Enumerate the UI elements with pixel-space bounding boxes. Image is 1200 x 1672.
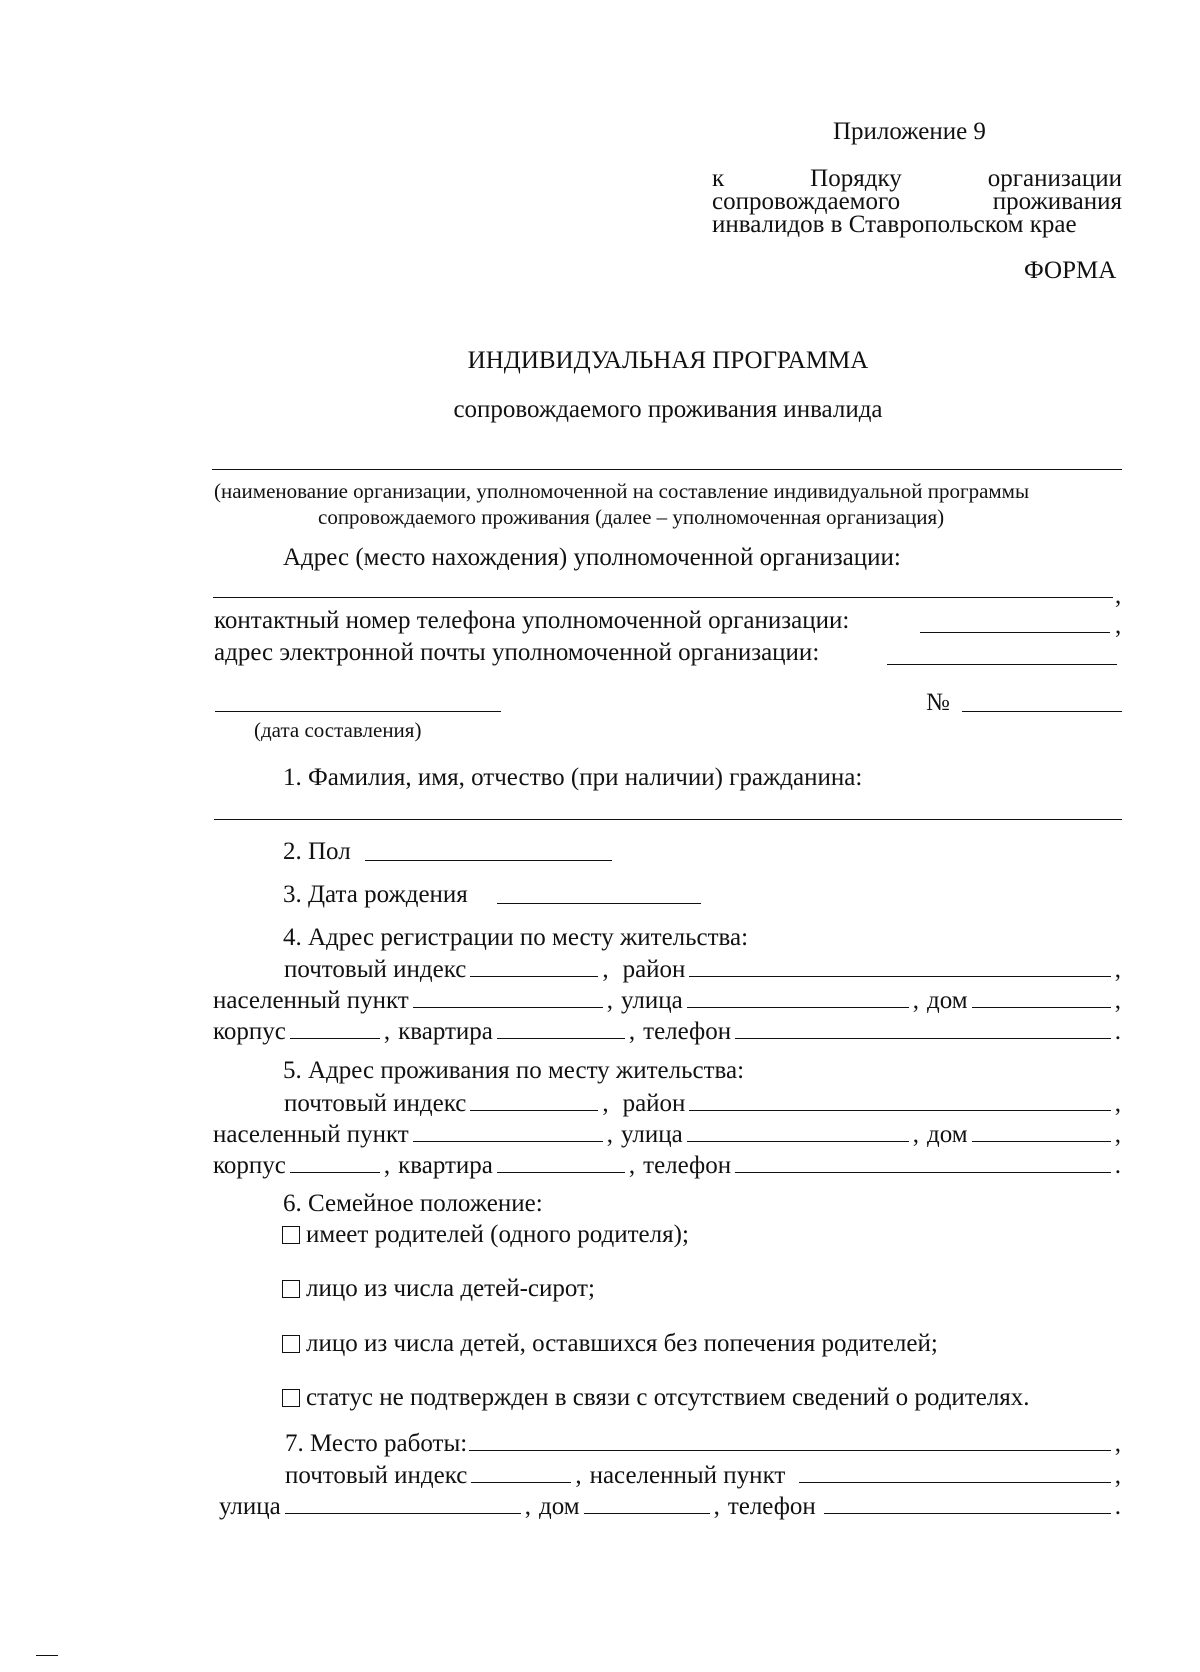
sex-label: 2. Пол [283, 838, 351, 865]
family-option[interactable] [282, 1276, 595, 1301]
comma: , [383, 1018, 391, 1045]
phone-label: телефон [643, 1018, 732, 1045]
comma: , [575, 1462, 582, 1489]
org-phone-label: контактный номер телефона уполномоченной организации: [214, 607, 850, 634]
period: . [1114, 1152, 1121, 1179]
checkbox-icon[interactable] [282, 1226, 300, 1244]
comma: , [524, 1493, 531, 1520]
locality-field[interactable] [413, 987, 603, 1008]
reg-row1 [213, 956, 1121, 982]
phone-field[interactable] [735, 1152, 1111, 1173]
period: . [1114, 1493, 1121, 1520]
period: . [1114, 1018, 1121, 1045]
page-title: ИНДИВИДУАЛЬНАЯ ПРОГРАММА [467, 347, 869, 374]
org-address-label: Адрес (место нахождения) уполномоченной организации: [283, 544, 901, 571]
district-field[interactable] [689, 956, 1110, 977]
fio-label: 1. Фамилия, имя, отчество (при наличии) гражданина: [283, 764, 863, 791]
building-field[interactable] [290, 1152, 380, 1173]
district-label: район [622, 1090, 686, 1117]
comma: , [606, 1121, 613, 1148]
comma: , [1114, 1430, 1121, 1457]
birth-line[interactable] [497, 903, 701, 904]
street-field[interactable] [687, 1121, 909, 1142]
comma: , [1114, 1462, 1121, 1489]
comma: , [383, 1152, 391, 1179]
locality-label: населенный пункт [589, 1462, 786, 1489]
ref-word: к [712, 165, 725, 192]
locality-label: населенный пункт [213, 1121, 409, 1148]
family-option[interactable] [282, 1222, 689, 1247]
phone-label: телефон [643, 1152, 732, 1179]
comma: , [1114, 956, 1121, 983]
org-caption-line1: (наименование организации, уполномоченной на составление индивидуальной программы [214, 479, 1030, 503]
street-label: улица [620, 987, 683, 1014]
org-email-label: адрес электронной почты уполномоченной организации: [214, 639, 820, 666]
live-row1 [213, 1090, 1121, 1116]
comma: , [912, 1121, 919, 1148]
comma: , [602, 1090, 609, 1117]
work-label: 7. Место работы: [285, 1430, 468, 1457]
house-field[interactable] [584, 1493, 710, 1514]
comma: , [1115, 582, 1122, 609]
locality-field[interactable] [799, 1462, 1110, 1483]
reg-row2 [213, 987, 1121, 1013]
postcode-field[interactable] [470, 1090, 598, 1111]
comma: , [1114, 1121, 1121, 1148]
reg-address-label: 4. Адрес регистрации по месту жительства: [283, 924, 749, 951]
ref-word: организации [987, 165, 1122, 192]
phone-field[interactable] [735, 1018, 1111, 1039]
comma: , [1115, 612, 1122, 639]
building-field[interactable] [290, 1018, 380, 1039]
org-caption-line2: сопровождаемого проживания (далее – уполномоченная организация) [318, 505, 945, 529]
family-option-label: имеет родителей (одного родителя); [306, 1221, 689, 1248]
district-field[interactable] [689, 1090, 1110, 1111]
postcode-label: почтовый индекс [284, 1090, 467, 1117]
postcode-label: почтовый индекс [284, 956, 467, 983]
number-line[interactable] [962, 711, 1122, 712]
live-row2 [213, 1121, 1121, 1147]
date-caption: (дата составления) [254, 718, 422, 742]
org-email-line[interactable] [887, 664, 1117, 665]
apartment-field[interactable] [497, 1018, 625, 1039]
work-row2 [213, 1462, 1121, 1488]
street-field[interactable] [687, 987, 909, 1008]
house-field[interactable] [972, 1121, 1111, 1142]
building-label: корпус [213, 1018, 286, 1045]
apartment-label: квартира [398, 1152, 493, 1179]
comma: , [606, 987, 613, 1014]
comma: , [1114, 987, 1121, 1014]
family-option[interactable] [282, 1331, 938, 1356]
birth-label: 3. Дата рождения [283, 881, 468, 908]
ref-word: Порядку [810, 165, 902, 192]
appendix-label: Приложение 9 [833, 118, 986, 145]
family-option-label: статус не подтвержден в связи с отсутствием сведений о родителях. [306, 1384, 1030, 1411]
reg-row3 [213, 1018, 1121, 1044]
fio-line[interactable] [214, 819, 1122, 820]
org-name-line[interactable] [212, 469, 1122, 470]
org-phone-line[interactable] [920, 632, 1110, 633]
ref-word: сопровождаемого [712, 188, 901, 215]
apartment-field[interactable] [497, 1152, 625, 1173]
district-label: район [622, 956, 686, 983]
family-label: 6. Семейное положение: [283, 1190, 543, 1217]
ref-word: проживания [992, 188, 1122, 215]
postcode-label: почтовый индекс [285, 1462, 468, 1489]
apartment-label: квартира [398, 1018, 493, 1045]
comma: , [912, 987, 919, 1014]
comma: , [713, 1493, 720, 1520]
live-row3 [213, 1152, 1121, 1178]
live-address-label: 5. Адрес проживания по месту жительства: [283, 1057, 745, 1084]
phone-field[interactable] [824, 1493, 1111, 1514]
comma: , [1114, 1090, 1121, 1117]
checkbox-icon[interactable] [282, 1335, 300, 1353]
sex-line[interactable] [365, 860, 612, 861]
form-label: ФОРМА [1024, 257, 1117, 284]
house-label: дом [926, 1121, 968, 1148]
locality-field[interactable] [413, 1121, 603, 1142]
appendix-ref-line3: инвалидов в Ставропольском крае [712, 211, 1077, 238]
phone-label: телефон [727, 1493, 816, 1520]
checkbox-icon[interactable] [282, 1280, 300, 1298]
house-field[interactable] [972, 987, 1111, 1008]
family-option[interactable] [282, 1385, 1030, 1410]
comma: , [628, 1018, 636, 1045]
street-field[interactable] [285, 1493, 521, 1514]
street-label: улица [219, 1493, 281, 1520]
comma: , [602, 956, 609, 983]
street-label: улица [620, 1121, 683, 1148]
scan-mark [36, 1655, 58, 1656]
locality-label: населенный пункт [213, 987, 409, 1014]
building-label: корпус [213, 1152, 286, 1179]
page-subtitle: сопровождаемого проживания инвалида [453, 396, 883, 423]
work-field[interactable] [469, 1430, 1111, 1451]
work-row1 [213, 1430, 1121, 1456]
family-option-label: лицо из числа детей-сирот; [306, 1275, 595, 1302]
house-label: дом [538, 1493, 580, 1520]
work-row3 [213, 1493, 1121, 1519]
date-line[interactable] [215, 711, 501, 712]
family-option-label: лицо из числа детей, оставшихся без попечения родителей; [306, 1330, 938, 1357]
checkbox-icon[interactable] [282, 1389, 300, 1407]
number-sign: № [926, 689, 950, 716]
house-label: дом [926, 987, 968, 1014]
comma: , [628, 1152, 636, 1179]
postcode-field[interactable] [470, 956, 598, 977]
postcode-field[interactable] [471, 1462, 571, 1483]
org-address-line[interactable] [213, 597, 1113, 598]
